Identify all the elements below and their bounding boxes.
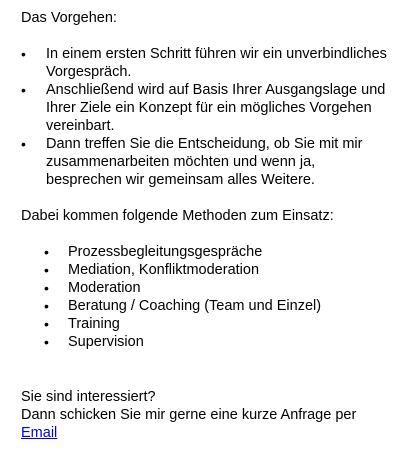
methods-heading: Dabei kommen folgende Methoden zum Einsatz: xyxy=(21,208,334,224)
list-item xyxy=(21,243,415,261)
method-text: Prozessbegleitungsgespräche xyxy=(68,244,263,260)
list-item xyxy=(21,315,415,333)
list-item xyxy=(21,81,391,135)
cta-question: Sie sind interessiert? xyxy=(21,389,156,405)
intro-heading: Das Vorgehen: xyxy=(21,10,117,26)
bullet-icon: • xyxy=(44,262,49,278)
bullet-icon: • xyxy=(21,46,26,62)
bullet-icon: • xyxy=(21,136,26,152)
method-text: Mediation, Konfliktmoderation xyxy=(68,262,260,278)
contact-section xyxy=(21,388,415,442)
bullet-icon: • xyxy=(44,298,49,314)
step-text: Anschließend wird auf Basis Ihrer Ausgangslage und Ihrer Ziele ein Konzept für ein mögliches Vorgehen vereinbart. xyxy=(46,82,386,134)
method-text: Supervision xyxy=(68,334,144,350)
step-text: Dann treffen Sie die Entscheidung, ob Sie mit mir zusammenarbeiten möchten und wenn ja, besprechen wir gemeinsam alles Weitere. xyxy=(46,136,363,188)
list-item xyxy=(21,135,391,189)
bullet-icon: • xyxy=(21,82,26,98)
methods-list xyxy=(21,243,415,351)
step-text: In einem ersten Schritt führen wir ein unverbindliches Vorgespräch. xyxy=(46,46,387,80)
method-text: Beratung / Coaching (Team und Einzel) xyxy=(68,298,322,314)
steps-list xyxy=(21,45,415,189)
email-link[interactable]: Email xyxy=(21,425,58,441)
method-text: Moderation xyxy=(68,280,141,296)
cta-text: Dann schicken Sie mir gerne eine kurze Anfrage per xyxy=(21,407,357,423)
list-item xyxy=(21,279,415,297)
list-item xyxy=(21,297,415,315)
list-item xyxy=(21,45,391,81)
list-item xyxy=(21,333,415,351)
bullet-icon: • xyxy=(44,334,49,350)
method-text: Training xyxy=(68,316,120,332)
bullet-icon: • xyxy=(44,316,49,332)
bullet-icon: • xyxy=(44,244,49,260)
bullet-icon: • xyxy=(44,280,49,296)
list-item xyxy=(21,261,415,279)
